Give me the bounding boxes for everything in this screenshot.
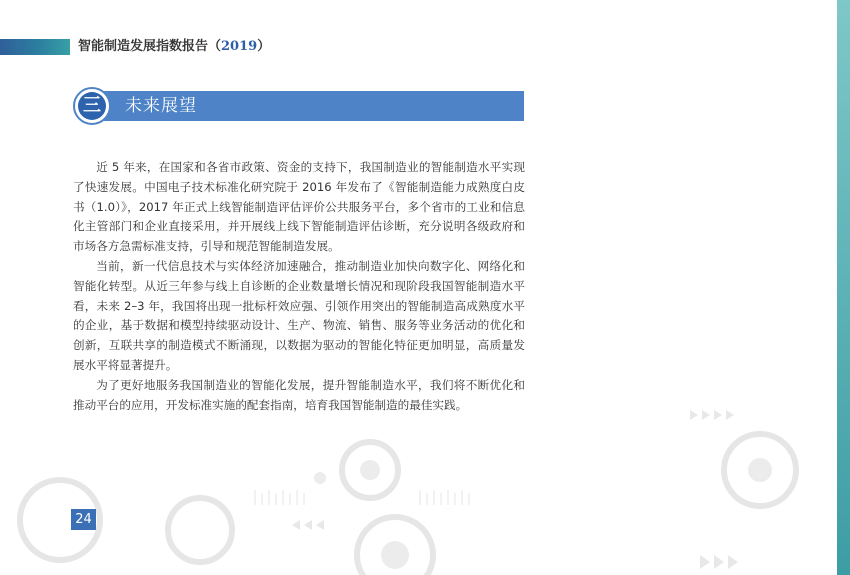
gear-icon [168,498,232,562]
section-number: 三 [78,92,106,120]
header-year: 2019 [221,39,258,54]
page-number: 24 [71,509,96,530]
body-text [73,158,525,415]
header-title-end: ） [257,39,271,54]
header-accent-bar [0,39,70,55]
report-header-title [78,38,270,56]
section-number-badge [73,87,111,125]
header-title-text: 智能制造发展指数报告（ [78,39,222,54]
gear-icon [724,434,796,506]
gear-icon [357,517,433,575]
section-title: 未来展望 [125,96,197,116]
paragraph: 当前，新一代信息技术与实体经济加速融合，推动制造业加快向数字化、网络化和智能化转型。从近三年参与线上自诊断的企业数量增长情况和现阶段我国智能制造水平看，未来 2–3 年，我国将出现一批标杆效应强、引领作用突出的智能制造高成熟度水平的企业，基于数据和模型持续驱动设计、生产、物流、销售、服务等业务活动的优化和创新，互联共享的制造模式不断涌现，以数据为驱动的智能化特征更加明显，高质量发展水平将显著提升。 [73,258,525,372]
paragraph: 为了更好地服务我国制造业的智能化发展，提升智能制造水平，我们将不断优化和推动平台的应用，开发标准实施的配套指南，培育我国智能制造的最佳实践。 [73,377,525,412]
right-edge-strip [837,0,850,575]
gear-icon [342,442,398,498]
paragraph: 近 5 年来，在国家和各省市政策、资金的支持下，我国制造业的智能制造水平实现了快速发展。中国电子技术标准化研究院于 2016 年发布了《智能制造能力成熟度白皮书（1.0）》，2017 年正式上线智能制造评估评价公共服务平台，多个省市的工业和信息化主管部门和企业直接采用，并开展线上线下智能制造评估诊断，充分说明各级政府和市场各方急需标准支持，引导和规范智能制造发展。 [73,160,525,254]
